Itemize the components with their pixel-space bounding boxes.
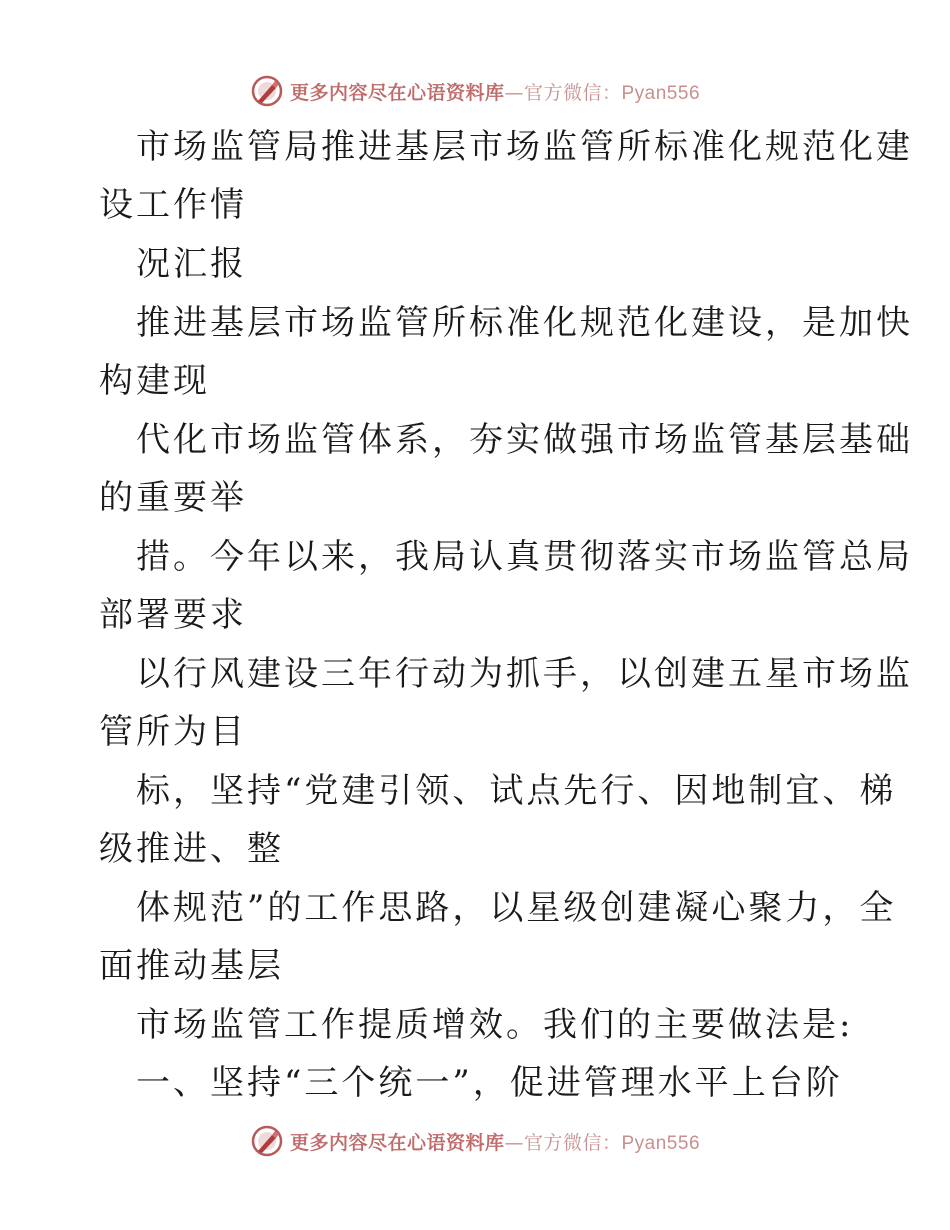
text-line: 的重要举: [99, 478, 247, 518]
text-line: 措。今年以来，我局认真贯彻落实市场监管总局: [136, 537, 913, 577]
watermark-brand: 更多内容尽在心语资料库: [289, 81, 505, 104]
text-line: 以行风建设三年行动为抓手，以创建五星市场监: [136, 654, 913, 694]
text-line: 一、坚持“三个统一”，促进管理水平上台阶: [136, 1063, 843, 1103]
text-line: 推进基层市场监管所标准化规范化建设，是加快: [136, 303, 913, 343]
header-watermark: [0, 71, 950, 111]
text-line: 部署要求: [99, 595, 247, 635]
watermark-brand: 更多内容尽在心语资料库: [289, 1131, 505, 1154]
text-line: 代化市场监管体系，夯实做强市场监管基层基础: [136, 420, 913, 460]
text-line: 体规范”的工作思路，以星级创建凝心聚力，全: [136, 888, 897, 928]
watermark-dash: —: [504, 81, 524, 104]
text-line: 况汇报: [136, 244, 247, 284]
footer-watermark: [0, 1121, 950, 1161]
text-line: 级推进、整: [99, 829, 284, 869]
text-line: 设工作情: [99, 185, 247, 225]
watermark-label: 官方微信：: [523, 1131, 622, 1154]
text-line: 面推动基层: [99, 946, 284, 986]
text-line: 市场监管工作提质增效。我们的主要做法是:: [136, 1005, 854, 1045]
text-line: 构建现: [99, 361, 210, 401]
text-line: 市场监管局推进基层市场监管所标准化规范化建: [136, 127, 913, 167]
pen-logo-icon: [250, 74, 284, 108]
text-line: 管所为目: [99, 712, 247, 752]
watermark-wechat-id: Pyan556: [621, 82, 701, 104]
watermark-wechat-id: Pyan556: [621, 1132, 701, 1154]
watermark-dash: —: [504, 1131, 524, 1154]
watermark-text: [290, 78, 700, 105]
pen-logo-icon: [250, 1124, 284, 1158]
watermark-text: [290, 1128, 700, 1155]
watermark-label: 官方微信：: [523, 81, 622, 104]
text-line: 标，坚持“党建引领、试点先行、因地制宜、梯: [136, 771, 897, 811]
